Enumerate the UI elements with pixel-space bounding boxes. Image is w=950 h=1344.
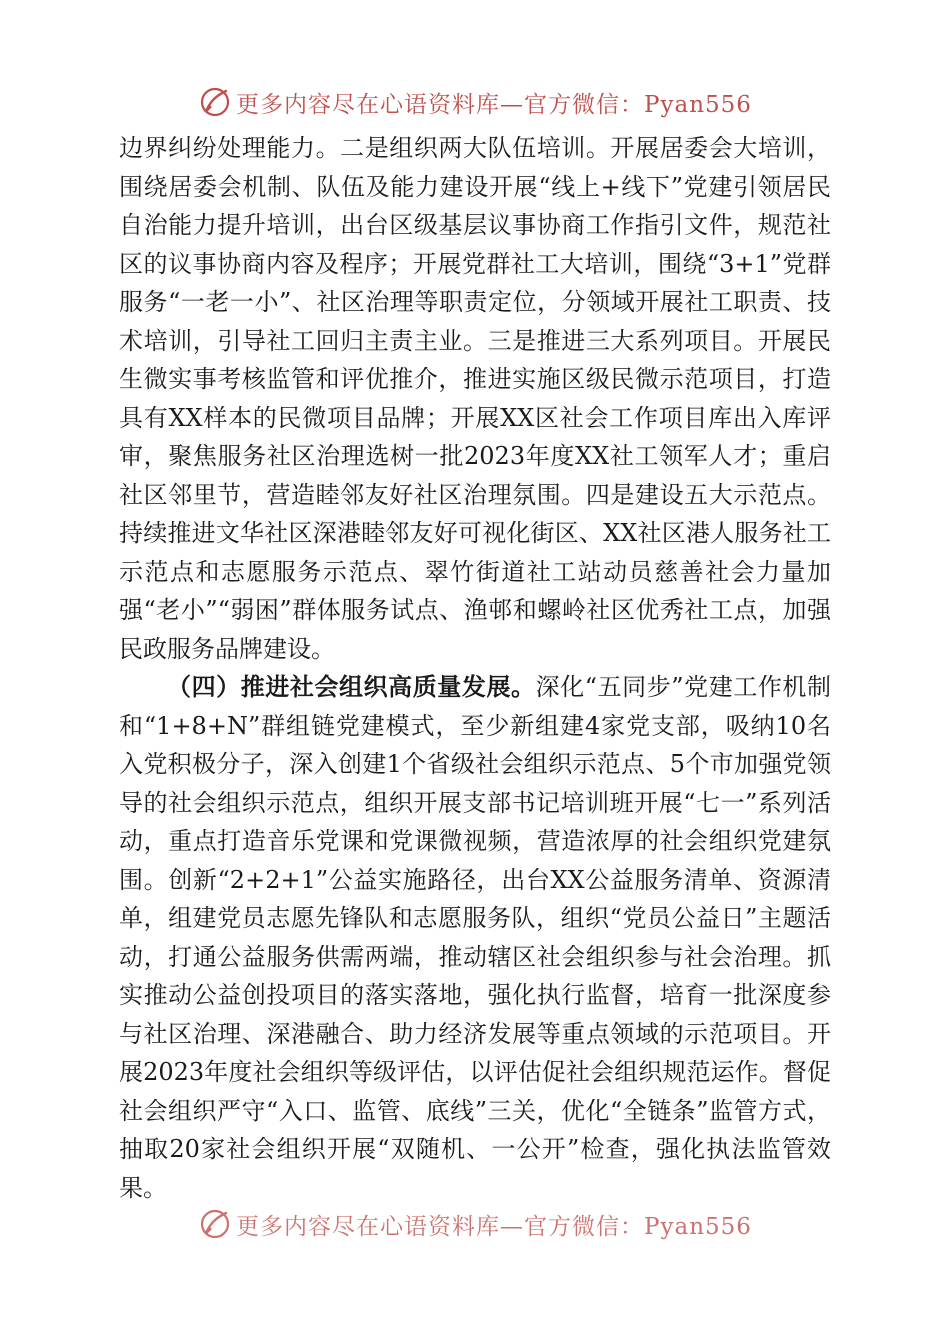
paragraph-2-body: 深化“五同步”党建工作机制和“1+8+N”群组链党建模式，至少新组建4家党支部，吸纳10名入党积极分子，深入创建1个省级社会组织示范点、5个市加强党领导的社会组织示范点，组织开展支部书记培训班开展“七一”系列活动，重点打造音乐党课和党课微视频，营造浓厚的社会组织党建氛围。创新“2+2+1”公益实施路径，出台XX公益服务清单、资源清单，组建党员志愿先锋队和志愿服务队，组织“党员公益日”主题活动，打通公益服务供需两端，推动辖区社会组织参与社会治理。抓实推动公益创投项目的落实落地，强化执行监督，培育一批深度参与社区治理、深港融合、助力经济发展等重点领域的示范项目。开展2023年度社会组织等级评估，以评估促社会组织规范运作。督促社会组织严守“入口、监管、底线”三关，优化“全链条”监管方式，抽取20家社会组织开展“双随机、一公开”检查，强化执法监管效果。 bbox=[119, 673, 832, 1202]
footer-watermark-text: 更多内容尽在心语资料库—官方微信：Pyan556 bbox=[236, 1213, 752, 1240]
paragraph-2 bbox=[119, 668, 831, 1207]
section-heading: （四）推进社会组织高质量发展。 bbox=[167, 672, 536, 701]
header-watermark-text: 更多内容尽在心语资料库—官方微信：Pyan556 bbox=[236, 91, 752, 118]
brush-logo-icon bbox=[198, 85, 232, 119]
document-body bbox=[119, 129, 831, 1207]
footer-watermark bbox=[0, 1204, 950, 1244]
brush-logo-icon bbox=[198, 1207, 232, 1241]
paragraph-1: 边界纠纷处理能力。二是组织两大队伍培训。开展居委会大培训，围绕居委会机制、队伍及能力建设开展“线上+线下”党建引领居民自治能力提升培训，出台区级基层议事协商工作指引文件，规范社区的议事协商内容及程序；开展党群社工大培训，围绕“3+1”党群服务“一老一小”、社区治理等职责定位，分领域开展社工职责、技术培训，引导社工回归主责主业。三是推进三大系列项目。开展民生微实事考核监管和评优推介，推进实施区级民微示范项目，打造具有XX样本的民微项目品牌；开展XX区社会工作项目库出入库评审，聚焦服务社区治理选树一批2023年度XX社工领军人才；重启社区邻里节，营造睦邻友好社区治理氛围。四是建设五大示范点。持续推进文华社区深港睦邻友好可视化街区、XX社区港人服务社工示范点和志愿服务示范点、翠竹街道社工站动员慈善社会力量加强“老小”“弱困”群体服务试点、渔邨和螺岭社区优秀社工点，加强民政服务品牌建设。 bbox=[119, 134, 831, 663]
header-watermark bbox=[0, 82, 950, 122]
